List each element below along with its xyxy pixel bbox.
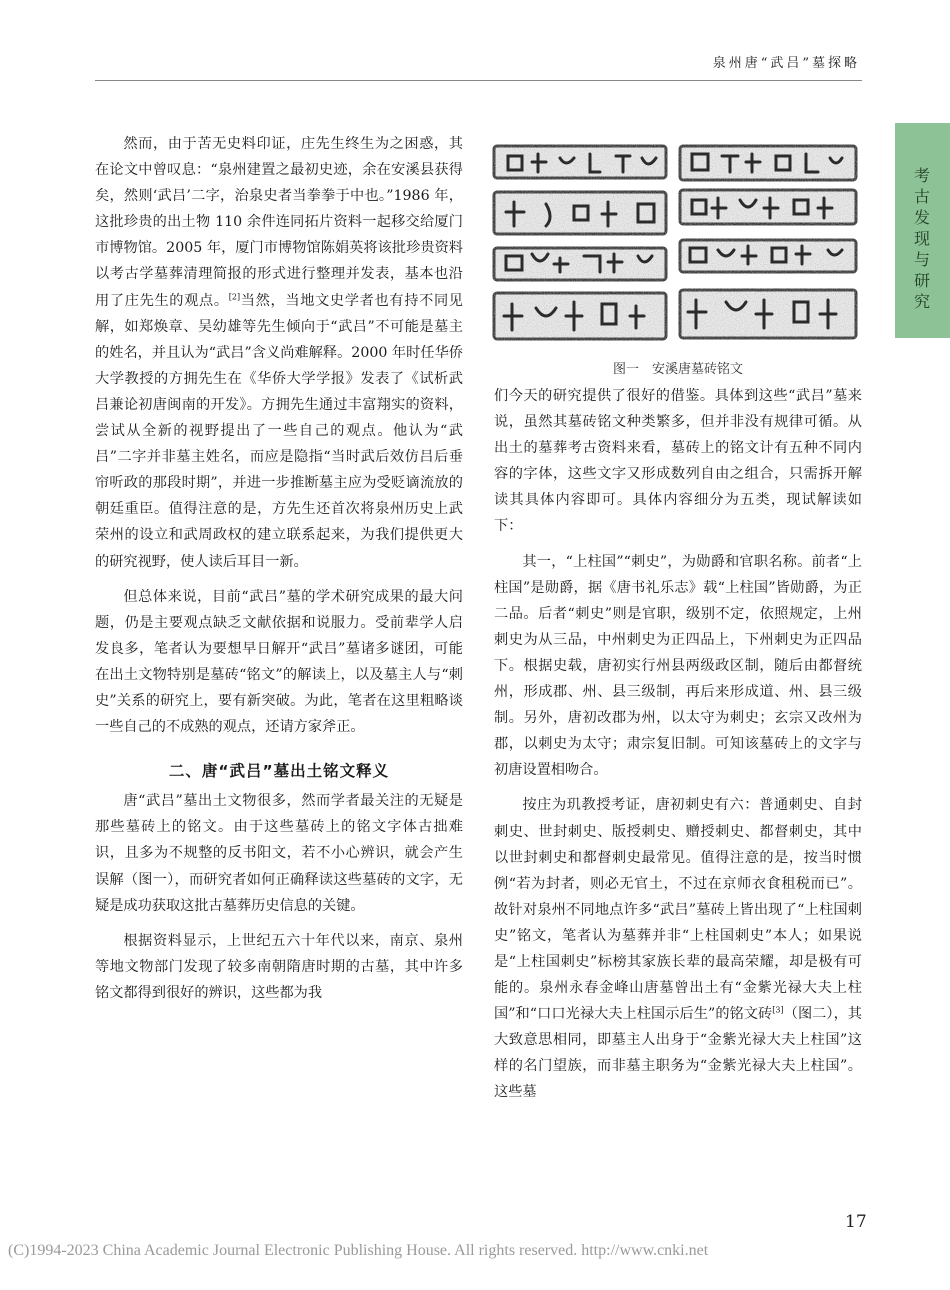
figure-caption: 图一 安溪唐墓砖铭文 [612, 362, 743, 377]
paragraph [494, 792, 862, 1105]
reference-marker: [2] [228, 291, 241, 301]
paragraph-text: 然而，由于苦无史料印证，庄先生终生为之困惑，其在论文中曾叹息：“泉州建置之最初史迹，余在安溪县获得矣，然则‘武吕’二字，治泉史者当拳拳于中也。”1986 年，这批珍贵的出土物 110 余件连同拓片资料一起移交给厦门市博物馆。2005 年，厦门市博物馆陈娟英将该批珍贵资料以考古学墓葬清理简报的形式进行整理并发表，基本也沿用了庄先生的观点。 [95, 136, 463, 309]
paragraph-text: 按庄为玑教授考证，唐初刺史有六：普通刺史、自封刺史、世封刺史、版授刺史、赠授刺史、都督刺史，其中以世封刺史和都督刺史最常见。值得注意的是，按当时惯例“若为封者，则必无官土，不过在京师衣食租税而已”。故针对泉州不同地点许多“武吕”墓砖上皆出现了“上柱国刺史”铭文，笔者认为墓葬并非“上柱国刺史”本人；如果说是“上柱国刺史”标榜其家族长辈的最高荣耀，却是极有可能的。泉州永春金峰山唐墓曾出土有“金紫光禄大夫上柱国”和“口口光禄大夫上柱国示后生”的铭文砖 [494, 797, 862, 1023]
paragraph-text: 当然，当地文史学者也有持不同见解，如郑焕章、吴幼雄等先生倾向于“武吕”不可能是墓主的姓名，并且认为“武吕”含义尚难解释。2000 年时任华侨大学教授的方拥先生在《华侨大学学报》发表了《试析武吕兼论初唐闽南的开发》。方拥先生通过丰富翔实的资料，尝试从全新的视野提出了一些自己的观点。他认为“武吕”二字并非墓主姓名，而应是隐指“当时武后效仿吕后垂帘听政的那段时期”，并进一步推断墓主应为受贬谪流放的朝廷重臣。值得注意的是，方先生还首次将泉州历史上武荣州的设立和武周政权的建立联系起来，为我们提供更大的研究视野，使人读后耳目一新。 [95, 292, 463, 570]
paragraph: 但总体来说，目前“武吕”墓的学术研究成果的最大问题，仍是主要观点缺乏文献依据和说服力。受前辈学人启发良多，笔者认为要想早日解开“武吕”墓诸多谜团，可能在出土文物特别是墓砖“铭文”的解读上，以及墓主人与“刺史”关系的研究上，要有新突破。为此，笔者在这里粗略谈一些自己的不成熟的观点，还请方家斧正。 [95, 588, 463, 736]
paragraph: 们今天的研究提供了很好的借鉴。具体到这些“武吕”墓来说，虽然其墓砖铭文种类繁多，但并非没有规律可循。从出土的墓葬考古资料来看，墓砖上的铭文计有五种不同内容的字体，这些文字又形成数列自由之组合，只需拆开解读其具体内容即可。具体内容细分为五类，现试解读如下： [494, 388, 862, 535]
reference-marker: [3] [772, 1005, 784, 1015]
brick-inscription-figure [490, 140, 860, 345]
copyright-footer: (C)1994-2023 China Academic Journal Electronic Publishing House. All rights reserved. http://www.cnki.net [8, 1242, 709, 1259]
section-side-tab [895, 123, 950, 338]
header-rule [95, 80, 862, 81]
paragraph [95, 131, 463, 575]
page-number: 17 [845, 1212, 867, 1232]
paragraph: 唐“武吕”墓出土文物很多，然而学者最关注的无疑是那些墓砖上的铭文。由于这些墓砖上的铭文字体古拙难识，且多为不规整的反书阳文，若不小心辨识，就会产生误解（图一），而研究者如何正确释读这些墓砖的文字，无疑是成功获取这批古墓葬历史信息的关键。 [95, 793, 463, 914]
section-heading: 二、唐“武吕”墓出土铭文释义 [168, 762, 390, 781]
running-header: 泉州唐“武吕”墓探略 [712, 56, 860, 71]
right-column [494, 383, 862, 1106]
paragraph: 根据资料显示，上世纪五六十年代以来，南京、泉州等地文物部门发现了较多南朝隋唐时期的古墓，其中许多铭文都得到很好的辨识，这些都为我 [95, 932, 463, 1001]
paragraph: 其一，“上柱国”“刺史”，为勋爵和官职名称。前者“上柱国”是勋爵，据《唐书礼乐志》载“上柱国”皆勋爵，为正二品。后者“刺史”则是官职，级别不定，依照规定，上州刺史为从三品，中州刺史为正四品上，下州刺史为正四品下。根据史载，唐初实行州县两级政区制，随后由都督统州，形成郡、州、县三级制，再后来形成道、州、县三级制。另外，唐初改郡为州，以太守为刺史；玄宗又改州为郡，以刺史为太守；肃宗复旧制。可知该墓砖上的文字与初唐设置相吻合。 [494, 553, 862, 779]
side-tab-label: 考古发现与研究 [913, 166, 930, 311]
paragraph-text: （图二），其大致意思相同，即墓主人出身于“金紫光禄大夫上柱国”这样的名门望族，而非墓主职务为“金紫光禄大夫上柱国”。这些墓 [494, 1006, 862, 1101]
brick-rubbings-image [490, 140, 860, 345]
left-column [95, 131, 463, 1006]
